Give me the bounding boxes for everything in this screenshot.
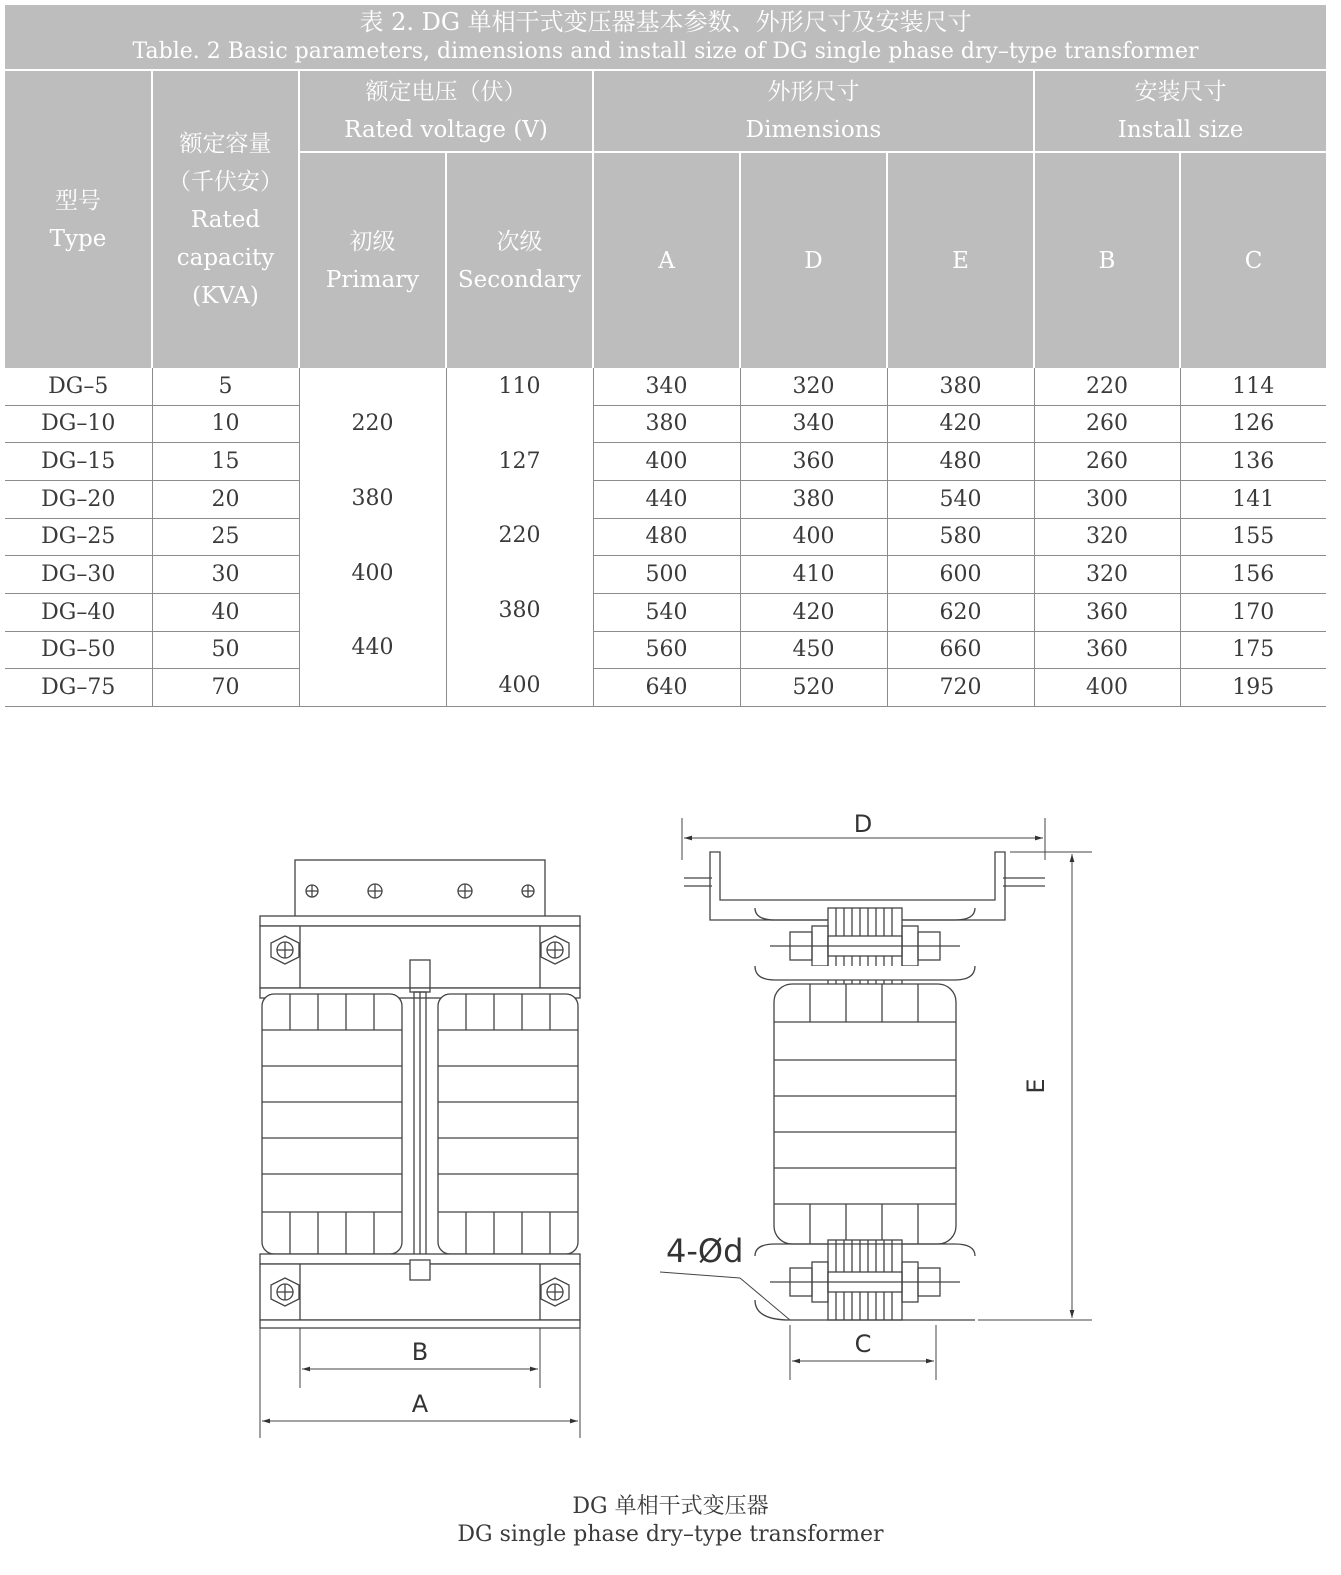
- cell-b: 220: [1034, 368, 1180, 405]
- cell-d: 450: [740, 631, 887, 669]
- cell-a: 400: [593, 443, 740, 481]
- secondary-value: 110: [498, 374, 541, 399]
- cell-capacity: 30: [152, 556, 299, 594]
- cell-a: 440: [593, 480, 740, 518]
- header-e: E: [887, 152, 1034, 368]
- cell-d: 360: [740, 443, 887, 481]
- header-voltage-cn: 额定电压（伏）: [365, 79, 527, 105]
- secondary-value: 127: [498, 449, 541, 474]
- secondary-value: 400: [498, 673, 541, 698]
- cell-c: 136: [1180, 443, 1326, 481]
- dim-label-e: E: [1022, 1078, 1050, 1094]
- cell-capacity: 10: [152, 405, 299, 443]
- cell-d: 380: [740, 480, 887, 518]
- header-capacity-cn2: （千伏安）: [168, 168, 283, 195]
- cell-a: 340: [593, 368, 740, 405]
- cell-d: 400: [740, 518, 887, 556]
- header-primary-cn: 初级: [349, 228, 396, 255]
- header-capacity-en3: (KVA): [192, 282, 259, 309]
- cell-capacity: 70: [152, 669, 299, 707]
- cell-e: 620: [887, 593, 1034, 631]
- header-b: B: [1034, 152, 1180, 368]
- cell-type: DG–10: [5, 405, 152, 443]
- table-row: [5, 443, 1326, 481]
- table-row: [5, 556, 1326, 594]
- cell-b: 300: [1034, 480, 1180, 518]
- cell-a: 560: [593, 631, 740, 669]
- cell-b: 320: [1034, 556, 1180, 594]
- table-title-cn: 表 2. DG 单相干式变压器基本参数、外形尺寸及安装尺寸: [359, 8, 972, 36]
- cell-type: DG–50: [5, 631, 152, 669]
- cell-c: 175: [1180, 631, 1326, 669]
- table-title-en: Table. 2 Basic parameters, dimensions and install size of DG single phase dry–type transformer: [132, 39, 1199, 64]
- cell-c: 156: [1180, 556, 1326, 594]
- cell-a: 480: [593, 518, 740, 556]
- cell-type: DG–15: [5, 443, 152, 481]
- header-c: C: [1180, 152, 1326, 368]
- dim-label-b: B: [411, 1338, 429, 1366]
- cell-type: DG–20: [5, 480, 152, 518]
- header-install-en: Install size: [1117, 117, 1244, 143]
- cell-b: 360: [1034, 593, 1180, 631]
- cell-d: 410: [740, 556, 887, 594]
- cell-c: 155: [1180, 518, 1326, 556]
- figure-caption-en: DG single phase dry–type transformer: [457, 1522, 884, 1547]
- cell-e: 540: [887, 480, 1034, 518]
- cell-b: 400: [1034, 669, 1180, 707]
- cell-e: 420: [887, 405, 1034, 443]
- secondary-value: 380: [498, 598, 541, 623]
- cell-a: 540: [593, 593, 740, 631]
- header-secondary-en: Secondary: [457, 266, 582, 293]
- cell-d: 340: [740, 405, 887, 443]
- secondary-column: [446, 368, 593, 707]
- cell-e: 480: [887, 443, 1034, 481]
- header-type: [5, 70, 152, 368]
- header-voltage: [299, 70, 593, 152]
- header-voltage-en: Rated voltage (V): [344, 117, 548, 143]
- cell-a: 500: [593, 556, 740, 594]
- header-dimensions-en: Dimensions: [745, 117, 882, 143]
- header-install-cn: 安装尺寸: [1134, 79, 1227, 105]
- header-secondary: [446, 152, 593, 368]
- cell-capacity: 25: [152, 518, 299, 556]
- table-row: [5, 480, 1326, 518]
- cell-b: 260: [1034, 405, 1180, 443]
- cell-d: 520: [740, 669, 887, 707]
- primary-column: [299, 368, 446, 707]
- header-capacity-en2: capacity: [176, 244, 275, 271]
- dim-label-c: C: [854, 1330, 872, 1358]
- spec-table: [5, 5, 1326, 707]
- cell-b: 360: [1034, 631, 1180, 669]
- cell-capacity: 5: [152, 368, 299, 405]
- dim-label-a: A: [411, 1390, 429, 1418]
- cell-c: 195: [1180, 669, 1326, 707]
- cell-type: DG–40: [5, 593, 152, 631]
- cell-b: 320: [1034, 518, 1180, 556]
- cell-type: DG–75: [5, 669, 152, 707]
- table-row: [5, 631, 1326, 669]
- table-row: [5, 405, 1326, 443]
- cell-type: DG–25: [5, 518, 152, 556]
- hole-label: 4-Ød: [666, 1232, 744, 1270]
- table-body: [5, 368, 1326, 707]
- header-primary-en: Primary: [325, 266, 420, 293]
- header-install: [1034, 70, 1326, 152]
- spec-table-container: [5, 5, 1326, 707]
- header-a: A: [593, 152, 740, 368]
- cell-c: 170: [1180, 593, 1326, 631]
- cell-capacity: 15: [152, 443, 299, 481]
- table-title: [5, 5, 1326, 70]
- secondary-value: 220: [498, 523, 541, 548]
- header-dimensions: [593, 70, 1034, 152]
- cell-e: 600: [887, 556, 1034, 594]
- cell-c: 141: [1180, 480, 1326, 518]
- cell-e: 720: [887, 669, 1034, 707]
- transformer-drawings: [0, 760, 1341, 1480]
- table-row: [5, 368, 1326, 405]
- cell-a: 640: [593, 669, 740, 707]
- header-type-cn: 型号: [55, 187, 101, 214]
- cell-e: 580: [887, 518, 1034, 556]
- header-capacity-cn1: 额定容量: [179, 130, 272, 157]
- header-type-en: Type: [49, 225, 107, 252]
- figure-caption: [0, 1493, 1341, 1549]
- cell-capacity: 50: [152, 631, 299, 669]
- cell-a: 380: [593, 405, 740, 443]
- cell-d: 420: [740, 593, 887, 631]
- cell-d: 320: [740, 368, 887, 405]
- header-secondary-cn: 次级: [496, 228, 543, 255]
- cell-b: 260: [1034, 443, 1180, 481]
- cell-e: 660: [887, 631, 1034, 669]
- primary-value: 400: [351, 561, 394, 586]
- header-primary: [299, 152, 446, 368]
- header-capacity: [152, 70, 299, 368]
- figure-caption-cn: DG 单相干式变压器: [572, 1494, 769, 1519]
- dim-label-d: D: [853, 810, 873, 838]
- cell-type: DG–5: [5, 368, 152, 405]
- header-d: D: [740, 152, 887, 368]
- table-row: [5, 518, 1326, 556]
- table-row: [5, 593, 1326, 631]
- side-view-drawing: [660, 818, 1092, 1380]
- cell-capacity: 40: [152, 593, 299, 631]
- primary-value: 440: [351, 635, 394, 660]
- primary-value: 220: [351, 411, 394, 436]
- table-row: [5, 669, 1326, 707]
- cell-capacity: 20: [152, 480, 299, 518]
- cell-type: DG–30: [5, 556, 152, 594]
- cell-c: 114: [1180, 368, 1326, 405]
- cell-e: 380: [887, 368, 1034, 405]
- primary-value: 380: [351, 486, 394, 511]
- cell-c: 126: [1180, 405, 1326, 443]
- header-capacity-en1: Rated: [190, 206, 261, 233]
- header-dimensions-cn: 外形尺寸: [767, 79, 860, 105]
